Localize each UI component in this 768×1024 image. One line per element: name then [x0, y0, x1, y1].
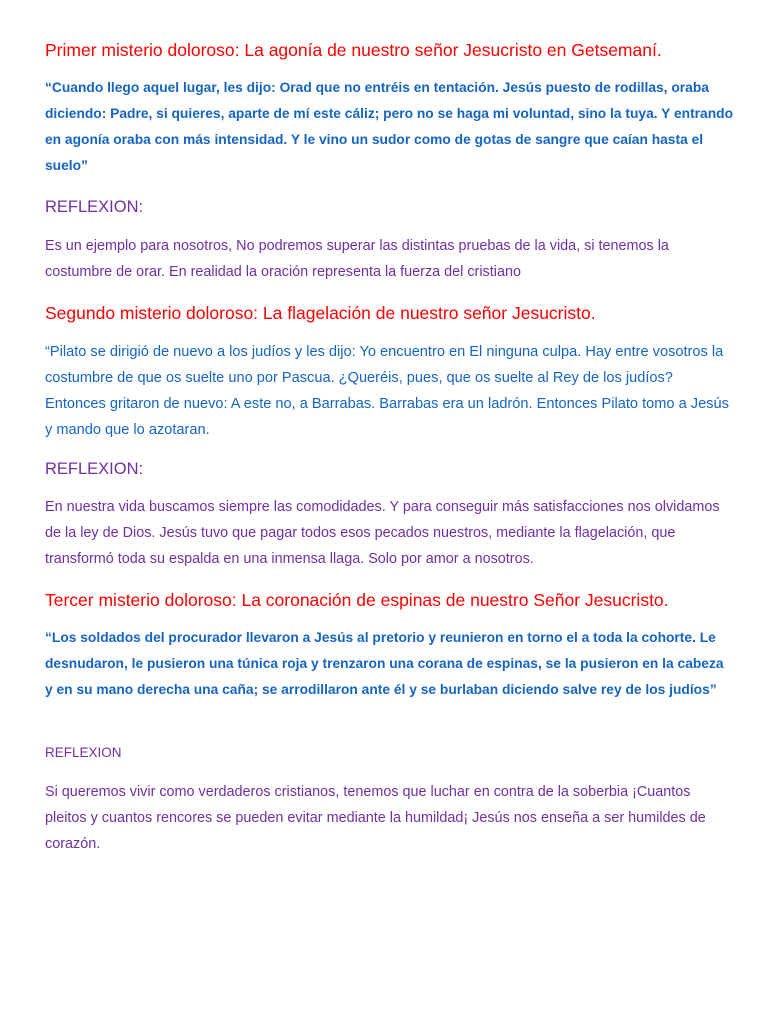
section-1-title: Primer misterio doloroso: La agonía de nuestro señor Jesucristo en Getsemaní. [45, 40, 662, 60]
section-2-title: Segundo misterio doloroso: La flagelación de nuestro señor Jesucristo. [45, 303, 596, 323]
section-2-reflection-text: En nuestra vida buscamos siempre las comodidades. Y para conseguir más satisfacciones nos olvidamos de la ley de Dios. Jesús tuvo que pagar todos esos pecados nuestros, mediante la flagelación, que transformó toda su espalda en una inmensa llaga. Solo por amor a nosotros. [45, 499, 720, 567]
section-3-reflection-heading: REFLEXION [45, 745, 122, 760]
section-1-quote: “Cuando llego aquel lugar, les dijo: Orad que no entréis en tentación. Jesús puesto de rodillas, oraba diciendo: Padre, si quieres, aparte de mí este cáliz; pero no se haga mi voluntad, sino la tuya. Y entrando en agonía oraba con más intensidad. Y le vino un sudor como de gotas de sangre que caían hasta el suelo” [45, 80, 733, 173]
section-2-reflection-heading: REFLEXION: [45, 460, 144, 478]
section-3-title: Tercer misterio doloroso: La coronación de espinas de nuestro Señor Jesucristo. [45, 590, 669, 610]
section-2-quote: “Pilato se dirigió de nuevo a los judíos y les dijo: Yo encuentro en El ninguna culpa. Hay entre vosotros la costumbre de que os suelte uno por Pascua. ¿Queréis, pues, que os suelte al Rey de los judíos? Entonces gritaron de nuevo: A este no, a Barrabas. Barrabas era un ladrón. Entonces Pilato tomo a Jesús y mando que lo azotaran. [45, 344, 729, 438]
section-1-reflection-text: Es un ejemplo para nosotros, No podremos superar las distintas pruebas de la vida, si tenemos la costumbre de orar. En realidad la oración representa la fuerza del cristiano [45, 238, 669, 280]
section-1-reflection-heading: REFLEXION: [45, 198, 144, 216]
section-3-reflection-text: Si queremos vivir como verdaderos cristianos, tenemos que luchar en contra de la soberbia ¡Cuantos pleitos y cuantos rencores se pueden evitar mediante la humildad¡ Jesús nos enseña a ser humildes de corazón. [45, 784, 706, 852]
section-3-quote: “Los soldados del procurador llevaron a Jesús al pretorio y reunieron en torno el a toda la cohorte. Le desnudaron, le pusieron una túnica roja y trenzaron una corana de espinas, se la pusieron en la cabeza y en su mano derecha una caña; se arrodillaron ante él y se burlaban diciendo salve rey de los judíos” [45, 630, 724, 697]
